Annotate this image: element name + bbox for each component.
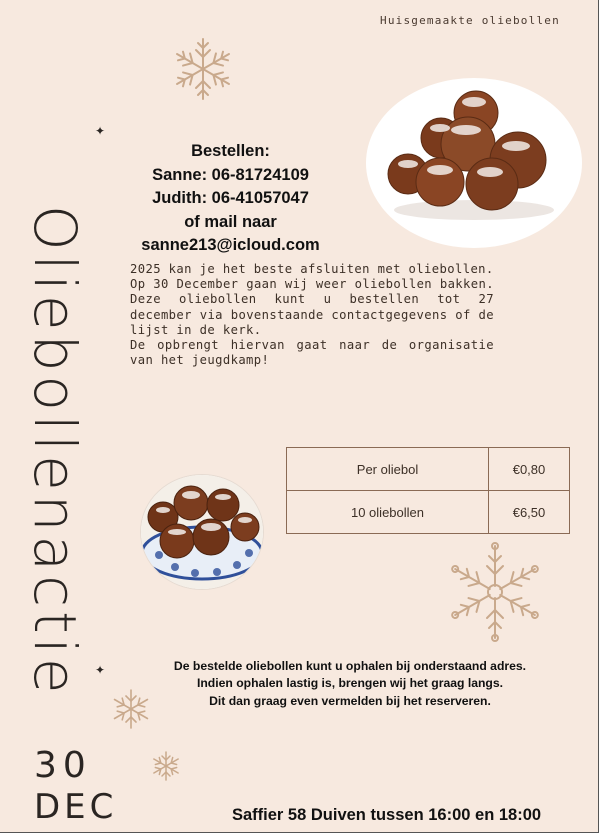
contact-judith: Judith: 06-41057047 (152, 189, 309, 207)
snowflake-icon (110, 688, 152, 730)
intro-paragraph: 2025 kan je het beste afsluiten met oliebollen. (130, 262, 494, 276)
date-month: DEC (34, 787, 118, 827)
date-day: 30 (34, 745, 92, 786)
poster-title: Oliebollenactie (21, 205, 89, 698)
intro-text (130, 262, 494, 368)
price-value: €6,50 (489, 491, 570, 534)
snowflake-icon (170, 36, 236, 102)
snowflake-icon (446, 540, 544, 644)
contact-mail-label: of mail naar (184, 212, 277, 231)
price-item: Per oliebol (287, 448, 489, 491)
bowl-photo (140, 474, 264, 590)
table-row (287, 448, 570, 491)
contact-block (118, 140, 343, 258)
snowflake-icon (150, 750, 182, 782)
order-heading: Bestellen: (191, 142, 270, 160)
table-row (287, 491, 570, 534)
pickup-address: Saffier 58 Duiven tussen 16:00 en 18:00 (232, 806, 542, 824)
intro-paragraph: Op 30 December gaan wij weer oliebollen bakken. Deze oliebollen kunt u bestellen tot 27 december via bovenstaande contactgegevens of de lijst in de kerk. (130, 277, 494, 337)
price-table (286, 447, 570, 534)
contact-sanne: Sanne: 06-81724109 (152, 165, 309, 184)
pickup-info (150, 658, 550, 710)
pickup-line: Indien ophalen lastig is, brengen wij het graag langs. (196, 676, 504, 691)
pickup-line: Dit dan graag even vermelden bij het reserveren. (209, 693, 491, 708)
contact-email: sanne213@icloud.com (141, 236, 320, 254)
sparkle-icon: ✦ (95, 124, 106, 138)
sparkle-icon: ✦ (95, 663, 106, 677)
oliebollen-photo (366, 78, 582, 248)
intro-paragraph: De opbrengt hiervan gaat naar de organisatie van het jeugdkamp! (130, 338, 494, 368)
pickup-line: De bestelde oliebollen kunt u ophalen bij onderstaand adres. (173, 659, 527, 673)
price-item: 10 oliebollen (287, 491, 489, 534)
tagline: Huisgemaakte oliebollen (380, 14, 560, 27)
price-value: €0,80 (489, 448, 570, 491)
